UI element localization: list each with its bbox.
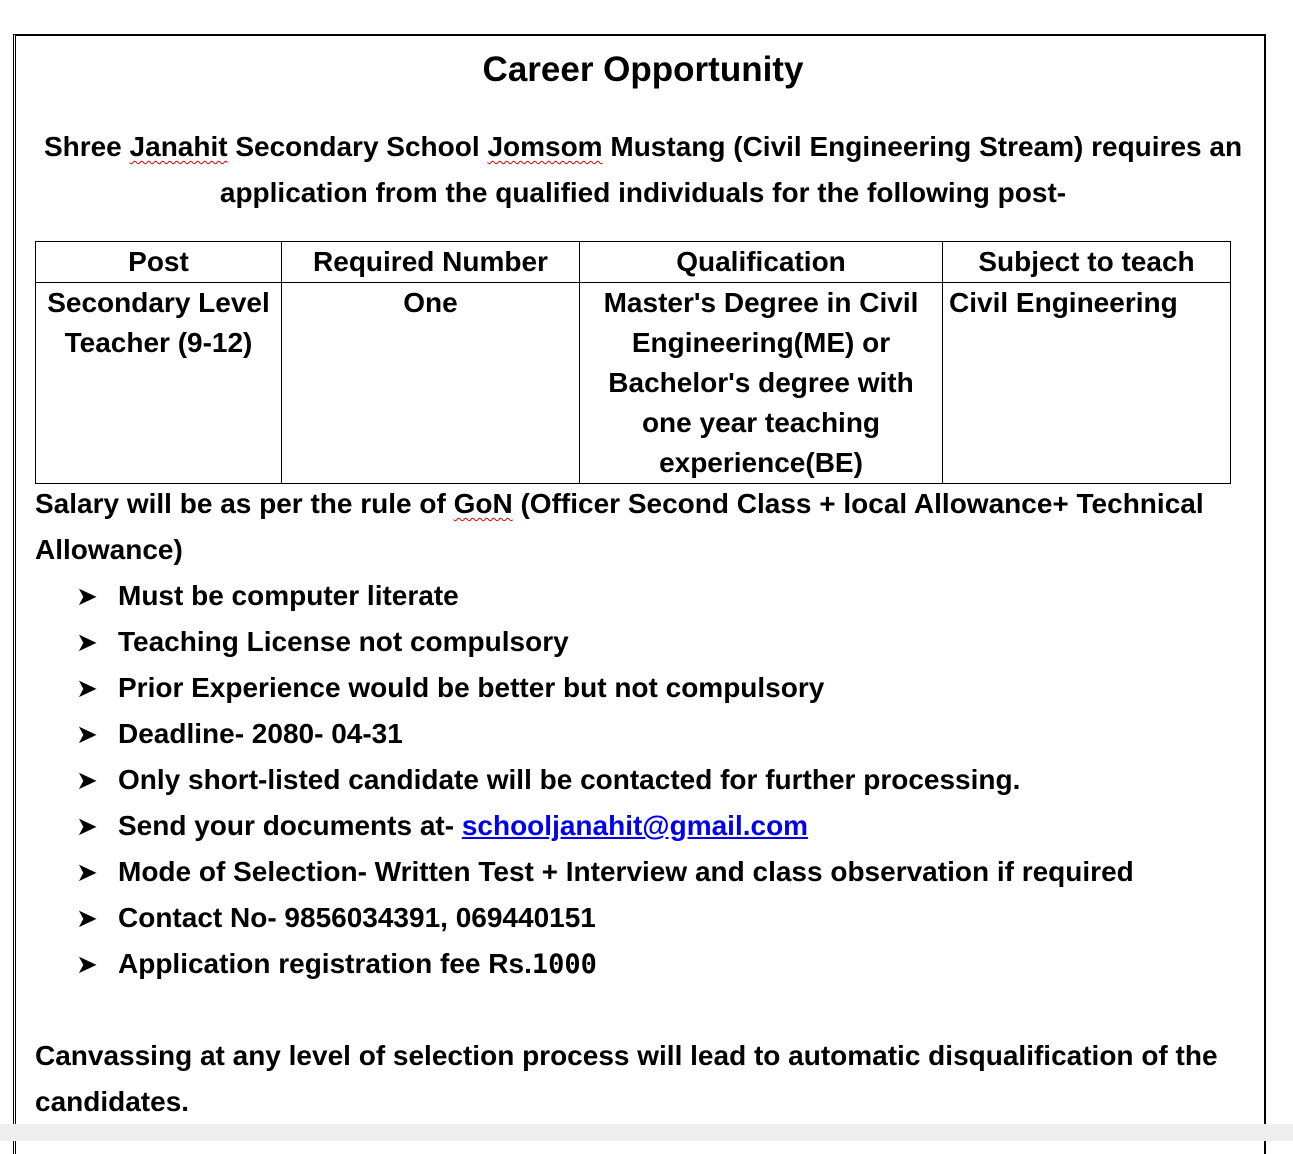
list-item <box>76 757 1134 803</box>
intro-text-2: Secondary School <box>227 131 488 162</box>
intro-paragraph <box>38 124 1248 216</box>
fee-amount: 1000 <box>531 949 597 980</box>
horizontal-scroll-area <box>0 1124 1293 1141</box>
bullet-text: Must be computer literate <box>118 580 459 611</box>
spellcheck-word-gon: GoN <box>453 488 513 519</box>
list-item <box>76 619 1134 665</box>
list-item <box>76 803 1134 849</box>
bullet-text: Deadline- 2080- 04-31 <box>118 718 403 749</box>
email-link[interactable]: schooljanahit@gmail.com <box>461 810 809 841</box>
salary-paragraph <box>35 481 1250 573</box>
arrow-bullet-icon: ➤ <box>76 949 98 979</box>
header-required-number: Required Number <box>282 242 580 283</box>
cell-subject: Civil Engineering <box>943 283 1231 484</box>
spellcheck-word-jomsom: Jomsom <box>487 131 603 162</box>
closing-paragraph: Canvassing at any level of selection process will lead to automatic disqualification of the candidates. <box>35 1040 1218 1117</box>
header-qualification: Qualification <box>580 242 943 283</box>
arrow-bullet-icon: ➤ <box>76 581 98 611</box>
bullet-text: Contact No- 9856034391, 069440151 <box>118 902 596 933</box>
vacancy-table <box>35 241 1231 484</box>
intro-text-1: Shree <box>43 131 130 162</box>
list-item <box>76 665 1134 711</box>
header-post: Post <box>36 242 282 283</box>
arrow-bullet-icon: ➤ <box>76 627 98 657</box>
header-subject: Subject to teach <box>943 242 1231 283</box>
salary-text-2: (Officer Second Class + local Allowance+ Technical Allowance) <box>35 488 1204 565</box>
arrow-bullet-icon: ➤ <box>76 811 98 841</box>
arrow-bullet-icon: ➤ <box>76 765 98 795</box>
list-item <box>76 895 1134 941</box>
arrow-bullet-icon: ➤ <box>76 673 98 703</box>
arrow-bullet-icon: ➤ <box>76 903 98 933</box>
arrow-bullet-icon: ➤ <box>76 719 98 749</box>
salary-text-1: Salary will be as per the rule of <box>35 488 454 519</box>
page-title: Career Opportunity <box>482 50 804 89</box>
bullet-text: Prior Experience would be better but not compulsory <box>118 672 825 703</box>
list-item <box>76 573 1134 619</box>
cell-post: Secondary Level Teacher (9-12) <box>36 283 282 484</box>
spellcheck-word-janahit: Janahit <box>129 131 228 162</box>
list-item <box>76 849 1134 895</box>
list-item <box>76 711 1134 757</box>
bullet-text: Application registration fee Rs. <box>118 948 532 979</box>
cell-required-number: One <box>282 283 580 484</box>
bullet-text: Only short-listed candidate will be contacted for further processing. <box>118 764 1021 795</box>
intro-text-3: Mustang (Civil Engineering Stream) requires an application from the qualified individuals for the following post- <box>219 131 1243 208</box>
arrow-bullet-icon: ➤ <box>76 857 98 887</box>
cell-qualification: Master's Degree in Civil Engineering(ME) or Bachelor's degree with one year teaching experience(BE) <box>580 283 943 484</box>
bullet-text: Teaching License not compulsory <box>118 626 569 657</box>
list-item <box>76 941 1134 987</box>
bullet-text: Mode of Selection- Written Test + Interview and class observation if required <box>118 856 1134 887</box>
table-header-row <box>36 242 1231 283</box>
bullet-text: Send your documents at- <box>118 810 462 841</box>
table-row <box>36 283 1231 484</box>
requirements-list <box>76 573 1134 987</box>
